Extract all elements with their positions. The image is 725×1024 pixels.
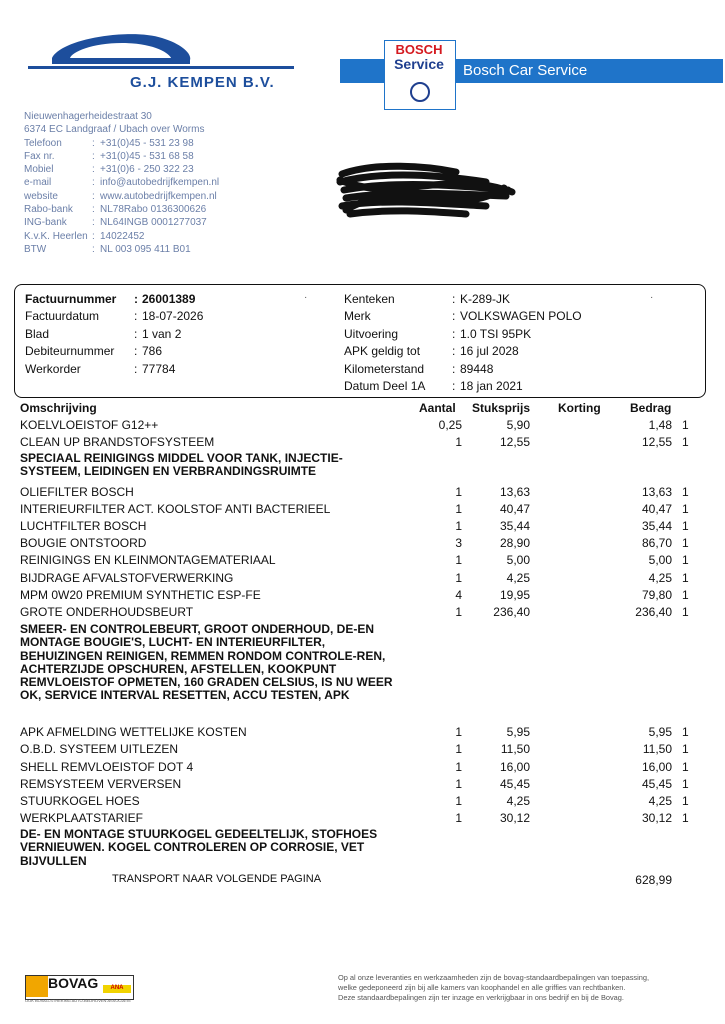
line-amount: 30,12 bbox=[641, 811, 672, 825]
vehicle-field-colon: : bbox=[452, 292, 456, 306]
terms-line: welke gedeponeerd zijn bij alle kamers van koophandel en alle griffies van rechtbanken. bbox=[338, 983, 626, 992]
contact-value: +31(0)45 - 531 68 58 bbox=[100, 150, 194, 162]
bosch-logo-bottom: Service bbox=[394, 56, 444, 72]
contact-separator: : bbox=[92, 217, 95, 229]
contact-key: Mobiel bbox=[24, 164, 54, 176]
address-line-1: Nieuwenhagerheidestraat 30 bbox=[24, 111, 152, 122]
contact-separator: : bbox=[92, 137, 95, 149]
line-unit-price: 16,00 bbox=[499, 760, 530, 774]
col-description: Omschrijving bbox=[20, 401, 97, 415]
line-quantity: 1 bbox=[455, 571, 462, 585]
line-unit-price: 5,95 bbox=[506, 725, 530, 739]
line-unit-price: 5,90 bbox=[506, 418, 530, 432]
contact-row bbox=[24, 176, 219, 189]
contact-separator: : bbox=[92, 150, 95, 162]
transport-amount: 628,99 bbox=[635, 873, 672, 887]
invoice-field-label: Factuurdatum bbox=[25, 309, 100, 324]
line-description: O.B.D. SYSTEEM UITLEZEN bbox=[20, 742, 179, 756]
contact-key: Rabo-bank bbox=[24, 204, 73, 216]
line-quantity: 1 bbox=[455, 502, 462, 516]
line-vat-code: 1 bbox=[682, 588, 689, 602]
scan-dot: · bbox=[304, 292, 308, 303]
line-vat-code: 1 bbox=[682, 502, 689, 516]
line-unit-price: 12,55 bbox=[499, 435, 530, 449]
line-quantity: 1 bbox=[455, 794, 462, 808]
line-vat-code: 1 bbox=[682, 435, 689, 449]
line-quantity: 1 bbox=[455, 777, 462, 791]
line-unit-price: 4,25 bbox=[506, 794, 530, 808]
vehicle-field-label: Kilometerstand bbox=[344, 361, 425, 376]
line-vat-code: 1 bbox=[682, 725, 689, 739]
line-amount: 5,95 bbox=[648, 725, 672, 739]
invoice-field-colon: : bbox=[134, 361, 138, 376]
contact-key: website bbox=[24, 190, 58, 202]
bovag-subtitle: OOK BOVAG-STREKING AUTO-BEDRIJVEN ASSOCIATIE bbox=[25, 998, 132, 1003]
line-amount: 86,70 bbox=[641, 536, 672, 550]
line-unit-price: 236,40 bbox=[493, 605, 530, 619]
bosch-armature-icon bbox=[410, 82, 430, 102]
line-note: SMEER- EN CONTROLEBEURT, GROOT ONDERHOUD, DE-EN MONTAGE BOUGIE'S, LUCHT- EN INTERIEURFILTER, BEHUIZINGEN REINIGEN, REMMEN RONDOM CONTROLE-REN, ACHTERZIJDE OPSCHUREN, AFSTELLEN, KOOKPUNT REMVLOEISTOF OPMETEN, 160 GRADEN CELSIUS, IS NU WEER OK, SERVICE INTERVAL RESETTEN, ACCU TESTEN, APK bbox=[20, 622, 393, 703]
bosch-banner-text: Bosch Car Service bbox=[463, 62, 588, 79]
col-discount: Korting bbox=[558, 401, 601, 415]
line-description: BIJDRAGE AFVALSTOFVERWERKING bbox=[20, 571, 234, 585]
line-unit-price: 5,00 bbox=[506, 553, 530, 567]
vehicle-field-label: Uitvoering bbox=[344, 326, 399, 341]
contact-row bbox=[24, 230, 219, 243]
invoice-field-value: 77784 bbox=[142, 361, 176, 376]
contact-value: +31(0)45 - 531 23 98 bbox=[100, 137, 194, 149]
vehicle-field-colon: : bbox=[452, 379, 456, 393]
contact-value: +31(0)6 - 250 322 23 bbox=[100, 164, 194, 176]
contact-value: 14022452 bbox=[100, 230, 145, 242]
contact-separator: : bbox=[92, 204, 95, 216]
vehicle-field-colon: : bbox=[452, 309, 456, 324]
line-vat-code: 1 bbox=[682, 605, 689, 619]
contact-value: NL78Rabo 0136300626 bbox=[100, 204, 207, 216]
col-unit-price: Stuksprijs bbox=[472, 401, 531, 415]
line-unit-price: 30,12 bbox=[499, 811, 530, 825]
terms-line: Deze standaardbepalingen zijn ter inzage en verkrijgbaar in ons bedrijf en bij de Bovag. bbox=[338, 993, 624, 1002]
address-line-2: 6374 EC Landgraaf / Ubach over Worms bbox=[24, 124, 205, 136]
line-vat-code: 1 bbox=[682, 485, 689, 499]
vehicle-field-value: 16 jul 2028 bbox=[460, 344, 519, 359]
transport-label: TRANSPORT NAAR VOLGENDE PAGINA bbox=[112, 873, 322, 885]
line-description: SHELL REMVLOEISTOF DOT 4 bbox=[20, 760, 194, 774]
line-amount: 45,45 bbox=[641, 777, 672, 791]
line-note: DE- EN MONTAGE STUURKOGEL GEDEELTELIJK, STOFHOES VERNIEUWEN. KOGEL CONTROLEREN OP CORROSIE, VET BIJVULLEN bbox=[20, 827, 378, 868]
contact-row bbox=[24, 216, 219, 229]
line-amount: 35,44 bbox=[641, 519, 672, 533]
line-description: REINIGINGS EN KLEINMONTAGEMATERIAAL bbox=[20, 553, 276, 567]
line-quantity: 1 bbox=[455, 760, 462, 774]
scan-dot: · bbox=[650, 292, 654, 303]
invoice-field-label: Debiteurnummer bbox=[25, 344, 115, 359]
line-amount: 11,50 bbox=[642, 742, 672, 756]
invoice-field-colon: : bbox=[134, 344, 138, 359]
redacted-address-scribble bbox=[336, 160, 516, 226]
line-amount: 12,55 bbox=[641, 435, 672, 449]
line-description: OLIEFILTER BOSCH bbox=[20, 485, 134, 499]
contact-separator: : bbox=[92, 164, 95, 176]
vehicle-field-colon: : bbox=[452, 344, 456, 359]
vehicle-field-value: 89448 bbox=[460, 361, 494, 376]
vehicle-field-value: 18 jan 2021 bbox=[460, 379, 523, 393]
invoice-field-label: Werkorder bbox=[25, 361, 81, 376]
line-description: LUCHTFILTER BOSCH bbox=[20, 519, 147, 533]
line-quantity: 1 bbox=[455, 519, 462, 533]
line-description: MPM 0W20 PREMIUM SYNTHETIC ESP-FE bbox=[20, 588, 261, 602]
vehicle-field-colon: : bbox=[452, 326, 456, 341]
line-amount: 40,47 bbox=[641, 502, 672, 516]
line-note: SPECIAAL REINIGINGS MIDDEL VOOR TANK, INJECTIE-SYSTEEM, LEIDINGEN EN VERBRANDINGSRUIMTE bbox=[20, 451, 343, 479]
line-description: WERKPLAATSTARIEF bbox=[20, 811, 143, 825]
line-quantity: 1 bbox=[455, 605, 462, 619]
contact-row bbox=[24, 203, 219, 216]
line-vat-code: 1 bbox=[682, 418, 689, 432]
line-description: GROTE ONDERHOUDSBEURT bbox=[20, 605, 194, 619]
line-description: REMSYSTEEM VERVERSEN bbox=[20, 777, 182, 791]
invoice-field-value: 1 van 2 bbox=[142, 326, 182, 341]
line-quantity: 0,25 bbox=[438, 418, 462, 432]
company-name: G.J. KEMPEN B.V. bbox=[130, 74, 275, 91]
invoice-field-colon: : bbox=[134, 292, 138, 306]
line-amount: 5,00 bbox=[648, 553, 672, 567]
col-amount: Bedrag bbox=[630, 401, 672, 415]
contact-key: Fax nr. bbox=[24, 150, 55, 162]
bosch-logo-top: BOSCH bbox=[395, 42, 443, 57]
invoice-field-value: 18-07-2026 bbox=[142, 309, 204, 324]
line-amount: 4,25 bbox=[648, 794, 672, 808]
contact-row bbox=[24, 163, 219, 176]
contact-row bbox=[24, 137, 219, 150]
line-amount: 4,25 bbox=[648, 571, 672, 585]
line-description: KOELVLOEISTOF G12++ bbox=[20, 418, 159, 432]
line-description: CLEAN UP BRANDSTOFSYSTEEM bbox=[20, 435, 215, 449]
line-description: STUURKOGEL HOES bbox=[20, 794, 140, 808]
line-vat-code: 1 bbox=[682, 519, 689, 533]
vehicle-field-label: APK geldig tot bbox=[344, 344, 421, 359]
invoice-field-colon: : bbox=[134, 309, 138, 324]
vehicle-field-colon: : bbox=[452, 361, 456, 376]
contact-value: NL64INGB 0001277037 bbox=[100, 217, 207, 229]
vehicle-field-value: VOLKSWAGEN POLO bbox=[460, 309, 582, 324]
line-quantity: 1 bbox=[455, 553, 462, 567]
bovag-logo-text: BOVAG bbox=[48, 975, 99, 991]
vehicle-field-label: Datum Deel 1A bbox=[344, 379, 426, 393]
contact-value: info@autobedrijfkempen.nl bbox=[100, 177, 220, 189]
contact-key: ING-bank bbox=[24, 217, 67, 229]
invoice-field-colon: : bbox=[134, 326, 138, 341]
line-unit-price: 28,90 bbox=[499, 536, 530, 550]
line-unit-price: 11,50 bbox=[500, 742, 530, 756]
invoice-field-label: Factuurnummer bbox=[25, 292, 117, 306]
line-unit-price: 40,47 bbox=[499, 502, 530, 516]
line-vat-code: 1 bbox=[682, 760, 689, 774]
vehicle-field-value: K-289-JK bbox=[460, 292, 511, 306]
line-vat-code: 1 bbox=[682, 794, 689, 808]
col-quantity: Aantal bbox=[419, 401, 456, 415]
contact-separator: : bbox=[92, 177, 95, 189]
contact-value: NL 003 095 411 B01 bbox=[100, 243, 191, 255]
contact-key: K.v.K. Heerlen bbox=[24, 230, 88, 242]
line-amount: 1,48 bbox=[648, 418, 672, 432]
line-quantity: 3 bbox=[455, 536, 462, 550]
terms-line: Op al onze leveranties en werkzaamheden zijn de bovag-standaardbepalingen van toepassing, bbox=[338, 973, 650, 982]
contact-row bbox=[24, 190, 219, 203]
line-unit-price: 13,63 bbox=[499, 485, 530, 499]
invoice-field-value: 786 bbox=[142, 344, 163, 359]
line-description: INTERIEURFILTER ACT. KOOLSTOF ANTI BACTERIEEL bbox=[20, 502, 331, 516]
line-amount: 79,80 bbox=[641, 588, 672, 602]
contact-row bbox=[24, 150, 219, 163]
line-quantity: 1 bbox=[455, 742, 462, 756]
vehicle-field-value: 1.0 TSI 95PK bbox=[460, 326, 532, 341]
contact-separator: : bbox=[92, 190, 95, 202]
vehicle-field-label: Kenteken bbox=[344, 292, 395, 306]
invoice-field-label: Blad bbox=[25, 326, 50, 341]
line-unit-price: 19,95 bbox=[499, 588, 530, 602]
line-amount: 13,63 bbox=[641, 485, 672, 499]
company-info bbox=[24, 110, 219, 256]
bovag-tag: ANA bbox=[103, 985, 131, 993]
line-description: APK AFMELDING WETTELIJKE KOSTEN bbox=[20, 725, 247, 739]
line-quantity: 1 bbox=[455, 435, 462, 449]
contact-separator: : bbox=[92, 243, 95, 255]
line-amount: 16,00 bbox=[641, 760, 672, 774]
contact-value: www.autobedrijfkempen.nl bbox=[100, 190, 217, 202]
line-vat-code: 1 bbox=[682, 811, 689, 825]
line-vat-code: 1 bbox=[682, 742, 689, 756]
line-amount: 236,40 bbox=[635, 605, 672, 619]
line-vat-code: 1 bbox=[682, 553, 689, 567]
line-quantity: 1 bbox=[455, 725, 462, 739]
line-quantity: 4 bbox=[455, 588, 462, 602]
line-vat-code: 1 bbox=[682, 536, 689, 550]
line-quantity: 1 bbox=[455, 485, 462, 499]
invoice-field-value: 26001389 bbox=[142, 292, 196, 306]
line-unit-price: 4,25 bbox=[506, 571, 530, 585]
contact-separator: : bbox=[92, 230, 95, 242]
bovag-emblem-icon bbox=[26, 976, 48, 997]
line-unit-price: 35,44 bbox=[499, 519, 530, 533]
contact-key: BTW bbox=[24, 243, 47, 255]
contact-key: Telefoon bbox=[24, 137, 62, 149]
contact-key: e-mail bbox=[24, 177, 52, 189]
line-vat-code: 1 bbox=[682, 571, 689, 585]
line-quantity: 1 bbox=[455, 811, 462, 825]
contact-row bbox=[24, 243, 219, 256]
vehicle-field-label: Merk bbox=[344, 309, 371, 324]
line-vat-code: 1 bbox=[682, 777, 689, 791]
line-unit-price: 45,45 bbox=[499, 777, 530, 791]
terms-footnote bbox=[338, 973, 649, 1003]
line-description: BOUGIE ONTSTOORD bbox=[20, 536, 147, 550]
